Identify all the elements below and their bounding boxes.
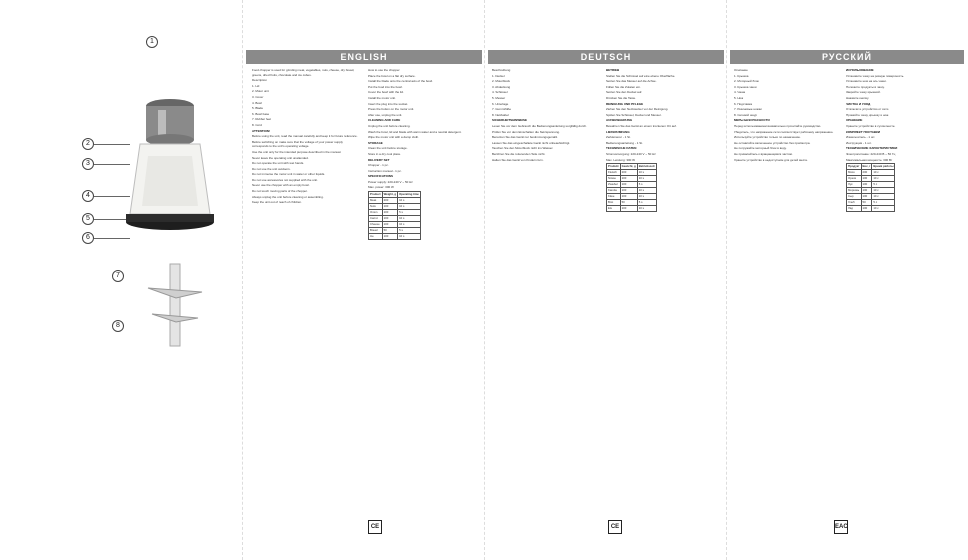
table-cell: Ice [369, 234, 383, 240]
text-line: 7. Gummifüße [492, 107, 512, 112]
text-line: 4. Bowl [252, 100, 262, 105]
text-line: ИСПОЛЬЗОВАНИЕ [846, 68, 874, 72]
table-cell: 100 [620, 206, 637, 212]
table-cell: 10 с [872, 206, 895, 212]
table-cell: 10 с [872, 188, 895, 194]
russian-column-2 [846, 68, 956, 212]
table-cell: 200 [861, 170, 872, 176]
eac-mark: EAC [834, 520, 848, 534]
text-line: Before switching on make sure that the voltage of your power supply corresponds to the unit's operating voltage. [252, 139, 343, 149]
table-cell: Meat [369, 198, 383, 204]
text-line: МЕРЫ БЕЗОПАСНОСТИ [734, 118, 770, 123]
text-line: 3. Крышка чаши [734, 84, 757, 89]
text-line: Install the blade onto the central axis of the bowl. [368, 79, 433, 84]
russian-panel [730, 18, 964, 542]
text-line: ЧИСТКА И УХОД [846, 101, 871, 106]
text-line: Max. Leistung: 300 W [606, 157, 636, 162]
table-cell: Орехи [847, 176, 862, 182]
text-line: 7. Резиновые ножки [734, 107, 762, 112]
text-line: Инструкция - 1 шт. [846, 140, 872, 145]
text-line: Setzen Sie das Messer auf die Achse. [606, 79, 657, 84]
table-cell: 10 s [398, 216, 421, 222]
text-line: Электропитание: 220-240 В ~ 50 Гц [846, 151, 896, 156]
text-line: 7. Rubber feet [252, 117, 272, 122]
text-line: Cover the bowl with the lid. [368, 90, 404, 95]
table-cell: 100 [620, 182, 637, 188]
text-line: Install the motor unit. [368, 95, 396, 100]
text-line: 8. Сетевой шнур [734, 112, 758, 117]
table-cell: Nuts [369, 204, 383, 210]
text-line: Do not use accessories not supplied with the unit. [252, 177, 318, 182]
text-line: BETRIEB [606, 68, 620, 72]
deutsch-panel [488, 18, 724, 542]
section-header: РУССКИЙ [730, 50, 964, 64]
text-line: 8. Cord [252, 122, 262, 127]
table-cell: Eis [607, 206, 621, 212]
table-cell: Хлеб [847, 200, 862, 206]
callout-8: 8 [112, 320, 124, 332]
blade-illustration [140, 258, 210, 358]
text-line: Wash the bowl, lid and blade with warm water and a neutral detergent. [368, 129, 462, 134]
text-line: 8. Netzkabel [492, 112, 509, 117]
text-line: TECHNISCHE DATEN [606, 146, 637, 151]
text-line: 5. Blade [252, 106, 264, 111]
text-line: Use the unit only for the intended purpose described in the manual. [252, 149, 342, 154]
text-line: 1. Крышка [734, 73, 749, 78]
table-cell: 200 [382, 198, 398, 204]
text-line: Промойте чашу, крышку и нож. [846, 112, 890, 117]
english-column-2 [368, 68, 474, 240]
table-cell: 10 с [872, 170, 895, 176]
table-cell: 100 [861, 194, 872, 200]
text-line: Используйте устройство только по назначению. [734, 135, 801, 140]
text-line: Beschreibung [492, 68, 511, 72]
table-header: Продукт [848, 164, 860, 169]
text-line: Store in a dry cool place. [368, 151, 402, 156]
table-cell: 100 [382, 222, 398, 228]
table-cell: 100 [382, 216, 398, 222]
callout-6: 6 [82, 232, 94, 244]
text-line: Setzen Sie den Deckel auf. [606, 90, 643, 95]
fold-line [726, 0, 727, 560]
text-line: Berühren Sie die rotierenden Teile nicht. [492, 151, 546, 156]
text-line: Put the food into the bowl. [368, 84, 403, 89]
table-cell: 10 s [637, 194, 656, 200]
table-cell: Мясо [847, 170, 862, 176]
table-cell: Сыр [847, 194, 862, 200]
text-line: 5. Messer [492, 95, 506, 100]
table-cell: 10 s [637, 176, 656, 182]
table-cell: 5 s [398, 210, 421, 216]
table-cell: 100 [861, 182, 872, 188]
text-line: Insert the plug into the socket. [368, 101, 409, 106]
text-line: 3. Abdeckung [492, 84, 511, 89]
table-cell: 100 [861, 188, 872, 194]
processing-table [368, 191, 421, 240]
table-header: Gewicht, g [621, 164, 636, 169]
table-cell: 10 s [637, 206, 656, 212]
text-line: Power supply: 220-240 V ~ 50 Hz [368, 179, 413, 184]
text-line: Не погружайте моторный блок в воду. [734, 146, 787, 151]
text-line: Clean the unit before storage. [368, 146, 408, 151]
table-row [369, 234, 421, 240]
text-line: 5. Нож [734, 95, 744, 100]
text-line: Never leave the operating unit unattended. [252, 155, 309, 160]
text-line: 1. Deckel [492, 73, 505, 78]
text-line: Убедитесь, что напряжение сети соответствует рабочему напряжению. [734, 129, 834, 134]
text-line: SPECIFICATIONS [368, 174, 393, 179]
text-line: Stromversorgung: 220-240 V ~ 50 Hz [606, 151, 656, 156]
illustration-panel [0, 18, 242, 542]
text-line: ATTENTION! [252, 128, 270, 133]
text-line: Description [252, 78, 268, 83]
text-line: Füllen Sie die Zutaten ein. [606, 84, 641, 89]
english-column-1 [252, 68, 358, 206]
table-cell: 50 [861, 200, 872, 206]
table-cell: Carrot [369, 216, 383, 222]
table-cell: Cheese [369, 222, 383, 228]
text-line: Drücken Sie die Taste. [606, 95, 636, 100]
text-line: Place the bowl on a flat dry surface. [368, 73, 416, 78]
text-line: Wipe the motor unit with a damp cloth. [368, 135, 420, 140]
table-cell: 5 s [637, 182, 656, 188]
text-line: SICHERHEITSHINWEISE [492, 118, 528, 123]
text-line: 2. Motor unit [252, 89, 269, 94]
text-line: Bewahren Sie das Gerät an einem trockenen Ort auf. [606, 123, 677, 128]
ce-mark: CE [608, 520, 622, 534]
text-line: CLEANING AND CARE [368, 118, 401, 123]
table-cell: 10 s [637, 170, 656, 176]
text-line: Положите продукты в чашу. [846, 84, 885, 89]
text-line: Do not touch moving parts of the chopper. [252, 189, 308, 194]
callout-1: 1 [146, 36, 158, 48]
table-cell: Fleisch [607, 170, 621, 176]
text-line: 4. Schüssel [492, 90, 508, 95]
text-line: Отключите устройство от сети. [846, 107, 890, 112]
callout-7: 7 [112, 270, 124, 282]
text-line: Do not operate the unit with wet hands. [252, 161, 305, 166]
table-cell: 100 [620, 194, 637, 200]
table-cell: 10 с [872, 176, 895, 182]
text-line: Chopper - 1 pc. [368, 163, 389, 168]
text-line: Перед использованием внимательно прочитайте руководство. [734, 123, 822, 128]
text-line: Zerkleinerer - 1 St. [606, 135, 631, 140]
table-cell: Лук [847, 182, 862, 188]
table-cell: 10 s [398, 222, 421, 228]
intro-text: Food chopper is used for grinding meat, vegetables, nuts, cheese, dry bread, greens, dried fruits, chocolate and ice cubes. [252, 68, 355, 77]
table-cell: 50 [382, 228, 398, 234]
text-line: Lassen Sie das eingeschaltete Gerät nicht unbeaufsichtigt. [492, 140, 571, 145]
text-line: Prüfen Sie vor dem Einschalten die Netzspannung. [492, 129, 560, 134]
callout-2: 2 [82, 138, 94, 150]
text-line: 1. Lid [252, 83, 260, 88]
text-line: 3. Cover [252, 94, 264, 99]
text-line: REINIGUNG UND PFLEGE [606, 101, 644, 106]
table-cell: 10 с [872, 194, 895, 200]
text-line: STORAGE [368, 140, 383, 145]
text-line: AUFBEWAHRUNG [606, 118, 633, 123]
text-line: Измельчитель - 1 шт. [846, 135, 876, 140]
text-line: Установите чашу на ровную поверхность. [846, 73, 905, 78]
text-line: Закройте чашу крышкой. [846, 90, 881, 95]
text-line: Halten Sie das Gerät von Kindern fern. [492, 157, 544, 162]
table-header: Produkt [608, 164, 619, 169]
text-line: Не оставляйте включенное устройство без присмотра. [734, 140, 811, 145]
table-cell: 100 [620, 188, 637, 194]
fold-line [242, 0, 243, 560]
table-header: Время работы [873, 164, 894, 169]
text-line: КОМПЛЕКТ ПОСТАВКИ [846, 129, 881, 134]
table-cell: 100 [620, 176, 637, 182]
table-cell: 10 s [398, 234, 421, 240]
english-panel [246, 18, 482, 542]
text-line: Unplug the unit before cleaning. [368, 123, 411, 128]
table-cell: 5 s [637, 200, 656, 206]
table-header: Operating time [399, 192, 419, 197]
table-cell: Bread [369, 228, 383, 234]
text-line: After use, unplug the unit. [368, 112, 403, 117]
table-cell: Морковь [848, 188, 860, 193]
text-line: ТЕХНИЧЕСКИЕ ХАРАКТЕРИСТИКИ [846, 146, 898, 151]
text-line: Установите нож на ось чаши. [846, 79, 887, 84]
ce-mark: CE [368, 520, 382, 534]
text-line: Lesen Sie vor dem Gebrauch die Bedienungsanleitung sorgfältig durch. [492, 123, 587, 128]
table-cell: 100 [382, 234, 398, 240]
table-cell: 200 [620, 170, 637, 176]
deutsch-column-1 [492, 68, 600, 163]
text-line: Храните устройство в недоступном для детей месте. [734, 157, 809, 162]
fold-line [484, 0, 485, 560]
table-header: Betriebszeit [638, 164, 655, 169]
table-cell: 10 s [637, 188, 656, 194]
text-line: LIEFERUMFANG [606, 129, 630, 134]
text-line: 6. Unterlage [492, 101, 509, 106]
table-cell: 10 s [398, 204, 421, 210]
table-cell: Лёд [847, 206, 862, 212]
table-header: Вес, г [862, 164, 871, 169]
text-line: Before using the unit, read the manual carefully and keep it for future reference. [252, 134, 358, 139]
text-line: Press the button on the motor unit. [368, 107, 415, 112]
text-line: Do not use the unit outdoors. [252, 166, 291, 171]
table-row [607, 206, 657, 212]
text-line: Ziehen Sie den Netzstecker vor der Reinigung. [606, 107, 669, 112]
table-cell: Karotte [607, 188, 621, 194]
table-cell: 50 [620, 200, 637, 206]
text-line: Always unplug the unit before cleaning or assembling. [252, 194, 324, 199]
text-line: 4. Чаша [734, 90, 746, 95]
table-row [847, 206, 895, 212]
table-cell: 5 с [872, 182, 895, 188]
text-line: Не прикасайтесь к вращающимся частям. [734, 151, 793, 156]
text-line: Do not immerse the motor unit in water or other liquids. [252, 172, 326, 177]
text-line: Never use the chopper with an empty bowl. [252, 183, 310, 188]
callout-4: 4 [82, 190, 94, 202]
table-cell: 100 [861, 176, 872, 182]
text-line: ХРАНЕНИЕ [846, 118, 863, 123]
text-line: Benutzen Sie das Gerät nur bestimmungsgemäß. [492, 135, 558, 140]
text-line: Bedienungsanleitung - 1 St. [606, 140, 643, 145]
table-cell: 100 [861, 206, 872, 212]
text-line: Максимальная мощность: 300 Вт [846, 157, 893, 162]
text-line: Храните устройство в сухом месте. [846, 123, 896, 128]
text-line: Tauchen Sie den Motorblock nicht ins Wasser. [492, 146, 554, 151]
text-line: Stellen Sie die Schüssel auf eine ebene Oberfläche. [606, 73, 676, 78]
table-cell: Brot [607, 200, 621, 206]
deutsch-column-2 [606, 68, 714, 212]
processing-table [846, 163, 895, 212]
table-cell: Onion [369, 210, 383, 216]
table-header: Product [370, 192, 381, 197]
text-line: Max. power: 300 W [368, 185, 394, 190]
text-line: 6. Подставка [734, 101, 752, 106]
table-header: Weight, g [383, 192, 397, 197]
text-line: 2. Моторный блок [734, 79, 759, 84]
text-line: 6. Bowl base [252, 111, 270, 116]
text-line: DELIVERY SET [368, 157, 390, 162]
processing-table [606, 163, 657, 212]
text-line: Описание [734, 68, 748, 72]
table-cell: Käse [607, 194, 621, 200]
text-line: Spülen Sie Schüssel, Deckel und Messer. [606, 112, 662, 117]
text-line: Нажмите кнопку. [846, 95, 870, 100]
table-cell: 100 [382, 210, 398, 216]
table-cell: 5 s [398, 228, 421, 234]
callout-3: 3 [82, 158, 94, 170]
table-cell: Nüsse [607, 176, 621, 182]
table-cell: 10 s [398, 198, 421, 204]
section-header: ENGLISH [246, 50, 482, 64]
text-line: Keep the unit out of reach of children. [252, 200, 302, 205]
text-line: How to use the chopper [368, 68, 400, 72]
chopper-illustration [118, 96, 228, 246]
text-line: Instruction manual - 1 pc. [368, 168, 402, 173]
russian-column-1 [734, 68, 840, 163]
section-header: DEUTSCH [488, 50, 724, 64]
table-cell: 5 с [872, 200, 895, 206]
callout-5: 5 [82, 213, 94, 225]
table-cell: 100 [382, 204, 398, 210]
text-line: 2. Motorblock [492, 79, 511, 84]
table-cell: Zwiebel [607, 182, 621, 188]
